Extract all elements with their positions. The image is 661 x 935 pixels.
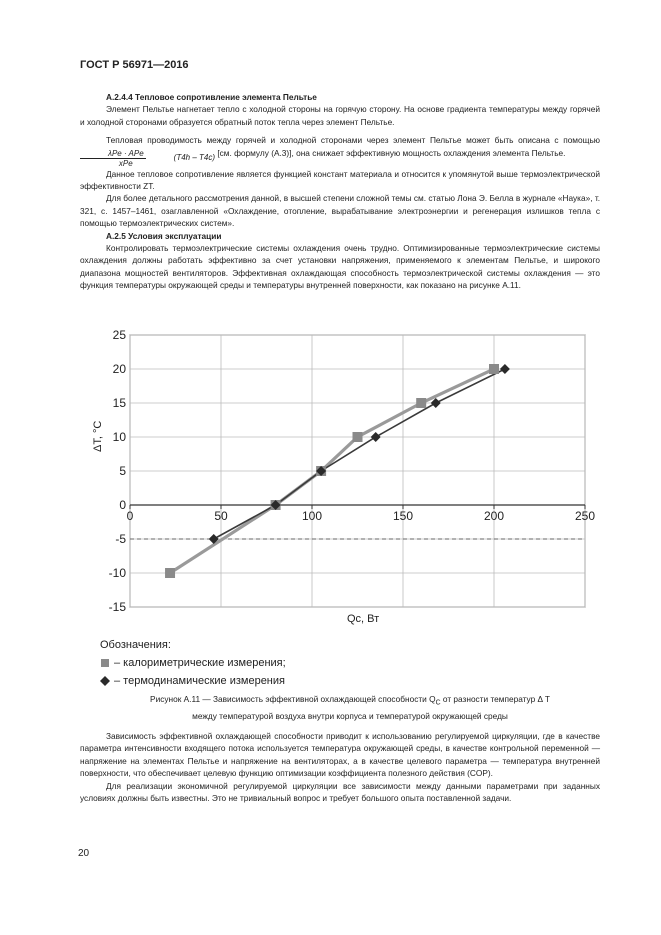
page-header: ГОСТ Р 56971—2016 [80, 59, 189, 71]
data-point-calorimetric [489, 364, 499, 374]
x-tick-label: 250 [574, 509, 595, 523]
paragraph: Элемент Пельтье нагнетает тепло с холодной стороны на горячую сторону. На основе градиента температуры между горячей и холодной сторонами образуется обратный поток тепла через элемент Пельтье. [80, 104, 600, 127]
y-tick-label: 20 [112, 362, 126, 376]
legend-item-calorimetric: – калориметрические измерения; [114, 657, 286, 669]
figure-caption: Рисунок А.11 — Зависимость эффективной охлаждающей способности $Q_C$ от разности температур Δ T между температурой воздуха внутри корпуса и температурой окружающей среды [150, 694, 550, 722]
data-point-calorimetric [416, 398, 426, 408]
cooling-capacity-chart [95, 330, 595, 635]
y-tick-label: 25 [112, 330, 126, 342]
page-number: 20 [78, 848, 90, 859]
paragraph: Контролировать термоэлектрические системы охлаждения очень трудно. Оптимизированные термоэлектрические системы охлаждения должны работать эффективно за счет установки напряжения, применяемого к элементам Пельтье, и широкого диапазона мощностей вентиляторов. Эффективная охлаждающая способность термоэлектрической системы охлаждения — это функция температуры окружающей среды и температуры внутренней поверхности, как показано на рисунке А.11. [80, 243, 600, 291]
paragraph: Для более детального рассмотрения данной, в высшей степени сложной темы см. статью Лона Э. Белла в журнале «Наука», т. 321, с. 1457–1461, озаглавленной «Охлаждение, отопление, вырабатывание электроэнергии и регенерация излишков тепла с помощью термоэлектрических систем». [80, 193, 600, 229]
formula-trail-text: [см. формулу (А.3)], она снижает эффективную мощность охлаждения элемента Пельтье. [217, 147, 566, 158]
formula-difference: (T4h – T4c) [173, 152, 215, 162]
formula-denominator: xPe [118, 158, 133, 168]
paragraph: Для реализации экономичной регулируемой циркуляции все зависимости между данными параметрами при заданных условиях должны быть известны. Это не тривиальный вопрос и требует большого опыта поставленной задачи. [80, 780, 600, 804]
paragraph: Зависимость эффективной охлаждающей способности приводит к использованию регулируемой циркуляции, где в качестве параметра интенсивности входящего потока используется температура окружающей среды, в качестве контрольной переменной — напряжение на элементах Пельтье и напряжение на вентиляторах, а в качестве целевого параметра — температура внутренней поверхности, что обеспечивает целевую функцию оптимизации коэффициента полезного действия (COP). [80, 731, 600, 779]
y-tick-label: -10 [108, 566, 126, 580]
paragraph-with-formula [80, 134, 600, 167]
data-point-calorimetric [353, 432, 363, 442]
x-tick-label: 100 [301, 509, 323, 523]
y-axis-title: ΔT, °C [92, 420, 104, 452]
formula-numerator: λPe · APe [80, 149, 146, 159]
section-heading: А.2.5 Условия эксплуатации [106, 230, 222, 241]
thermal-conductance-formula [80, 149, 215, 168]
x-tick-label: 0 [126, 509, 134, 523]
legend-item-thermodynamic: – термодинамические измерения [114, 675, 285, 687]
square-marker-icon [100, 658, 110, 668]
paragraph: Данное тепловое сопротивление является функцией констант материала и относится к упомянутой выше термоэлектрической эффективности ZT. [80, 168, 600, 192]
y-tick-label: 10 [112, 430, 126, 444]
y-tick-label: -5 [115, 532, 126, 546]
formula-lead-text: Тепловая проводимость между горячей и холодной сторонами через элемент Пельтье может быть описана с помощью [106, 135, 600, 146]
section-a244 [80, 91, 600, 292]
legend-title: Обозначения: [100, 639, 171, 651]
x-tick-label: 50 [214, 509, 228, 523]
section-heading: А.2.4.4 Тепловое сопротивление элемента Пельтье [106, 92, 317, 102]
x-tick-label: 150 [392, 509, 414, 523]
data-point-calorimetric [165, 568, 175, 578]
y-tick-label: 0 [119, 498, 126, 512]
diamond-marker-icon [100, 676, 110, 686]
closing-text [80, 730, 600, 804]
chart-legend [100, 636, 286, 690]
x-axis-title: Qc, Вт [347, 613, 380, 625]
y-tick-label: 15 [112, 396, 126, 410]
y-tick-label: -15 [108, 600, 126, 614]
x-tick-label: 200 [483, 509, 505, 523]
y-tick-label: 5 [119, 464, 126, 478]
